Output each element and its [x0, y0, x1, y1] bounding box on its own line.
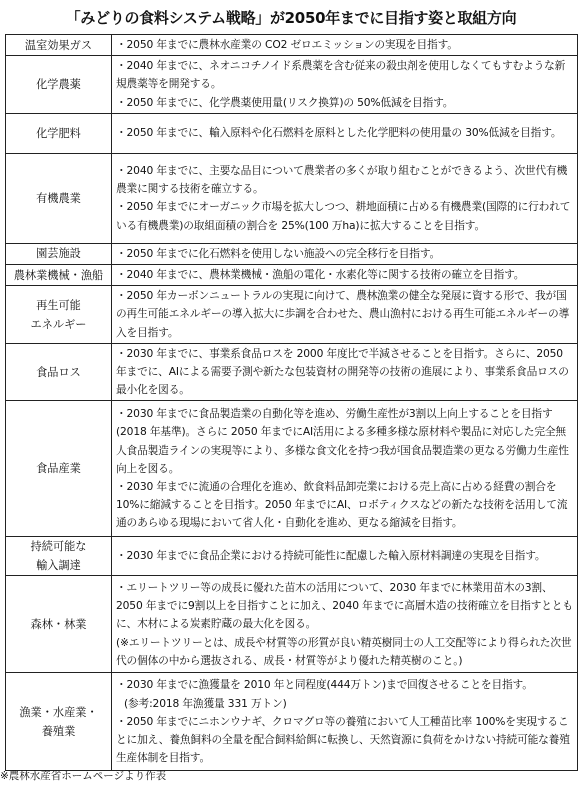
category-cell: 持続可能な 輸入調達 — [6, 537, 112, 576]
table-row — [6, 537, 578, 576]
table-row — [6, 286, 578, 344]
table-row — [6, 35, 578, 56]
category-cell: 食品産業 — [6, 401, 112, 537]
category-cell: 漁業・水産業・ 養殖業 — [6, 673, 112, 771]
description-cell: ・2050 年までに化石燃料を使用しない施設への完全移行を目指す。 — [112, 243, 578, 264]
category-cell: 森林・林業 — [6, 576, 112, 673]
description-cell: ・2050 年までに農林水産業の CO2 ゼロエミッションの実現を目指す。 — [112, 35, 578, 56]
description-cell: ・2030 年までに漁獲量を 2010 年と同程度(444万トン)まで回復させることを目指す。 (参考:2018 年漁獲量 331 万トン) ・2050 年までにニホンウナギ、クロマグロ等の養殖において人工種苗比率 100%を実現することに加え、養魚飼料の全量を配合飼料給餌に転換し、天然資源に負荷をかけない持続可能な養殖生産体制を目指す。 — [112, 673, 578, 771]
description-cell: ・2030 年までに食品企業における持続可能性に配慮した輸入原材料調達の実現を目指す。 — [112, 537, 578, 576]
table-row — [6, 153, 578, 243]
table-row — [6, 673, 578, 771]
description-cell: ・2030 年までに食品製造業の自動化等を進め、労働生産性が3割以上向上することを目指す(2018 年基準)。さらに 2050 年までにAI活用による多種多様な原材料や製品に対応した完全無人食品製造ラインの実現等により、多様な食文化を持つ我が国食品製造業の更なる労働力生産性向上を図る。 ・2030 年までに流通の合理化を進め、飲食料品卸売業における売上高に占める経費の割合を 10%に縮減することを目指す。2050 年までにAI、ロボティクスなどの新たな技術を活用して流通のあらゆる現場において省人化・自動化を進め、更なる縮減を目指す。 — [112, 401, 578, 537]
strategy-table — [5, 34, 577, 771]
page-title: 「みどりの食料システム戦略」が2050年までに目指す姿と取組方向 — [65, 8, 517, 27]
description-cell: ・2040 年までに、ネオニコチノイド系農薬を含む従来の殺虫剤を使用しなくてもすむような新規農薬等を開発する。 ・2050 年までに、化学農薬使用量(リスク換算)の 50%低減を目指す。 — [112, 56, 578, 114]
table-row — [6, 576, 578, 673]
category-cell: 食品ロス — [6, 343, 112, 401]
description-cell: ・2050 年までに、輸入原料や化石燃料を原料とした化学肥料の使用量の 30%低減を目指す。 — [112, 113, 578, 153]
source-footnote: ※農林水産省ホームページより作表 — [0, 770, 167, 782]
category-cell: 園芸施設 — [6, 243, 112, 264]
category-cell: 有機農業 — [6, 153, 112, 243]
category-cell: 化学肥料 — [6, 113, 112, 153]
table-row — [6, 113, 578, 153]
description-cell: ・2040 年までに、農林業機械・漁船の電化・水素化等に関する技術の確立を目指す。 — [112, 265, 578, 286]
table-row — [6, 243, 578, 264]
table-row — [6, 343, 578, 401]
category-cell: 化学農薬 — [6, 56, 112, 114]
category-cell: 農林業機械・漁船 — [6, 265, 112, 286]
table-row — [6, 265, 578, 286]
category-cell: 温室効果ガス — [6, 35, 112, 56]
description-cell: ・エリートツリー等の成長に優れた苗木の活用について、2030 年までに林業用苗木の3割、2050 年までに9割以上を目指すことに加え、2040 年までに高層木造の技術確立を目指すとともに、木材による炭素貯蔵の最大化を図る。 (※エリートツリーとは、成長や材質等の形質が良い精英樹同士の人工交配等により得られた次世代の個体の中から選抜される、成長・材質等がより優れた精英樹のこと。) — [112, 576, 578, 673]
table-row — [6, 401, 578, 537]
category-cell: 再生可能 エネルギー — [6, 286, 112, 344]
description-cell: ・2030 年までに、事業系食品ロスを 2000 年度比で半減させることを目指す。さらに、2050 年までに、AIによる需要予測や新たな包装資材の開発等の技術の進展により、事業系食品ロスの最小化を図る。 — [112, 343, 578, 401]
description-cell: ・2040 年までに、主要な品目について農業者の多くが取り組むことができるよう、次世代有機農業に関する技術を確立する。 ・2050 年までにオーガニック市場を拡大しつつ、耕地面積に占める有機農業(国際的に行われている有機農業)の取組面積の割合を 25%(100 万ha)に拡大することを目指す。 — [112, 153, 578, 243]
table-row — [6, 56, 578, 114]
description-cell: ・2050 年カーボンニュートラルの実現に向けて、農林漁業の健全な発展に資する形で、我が国の再生可能エネルギーの導入拡大に歩調を合わせた、農山漁村における再生可能エネルギーの導入を目指す。 — [112, 286, 578, 344]
